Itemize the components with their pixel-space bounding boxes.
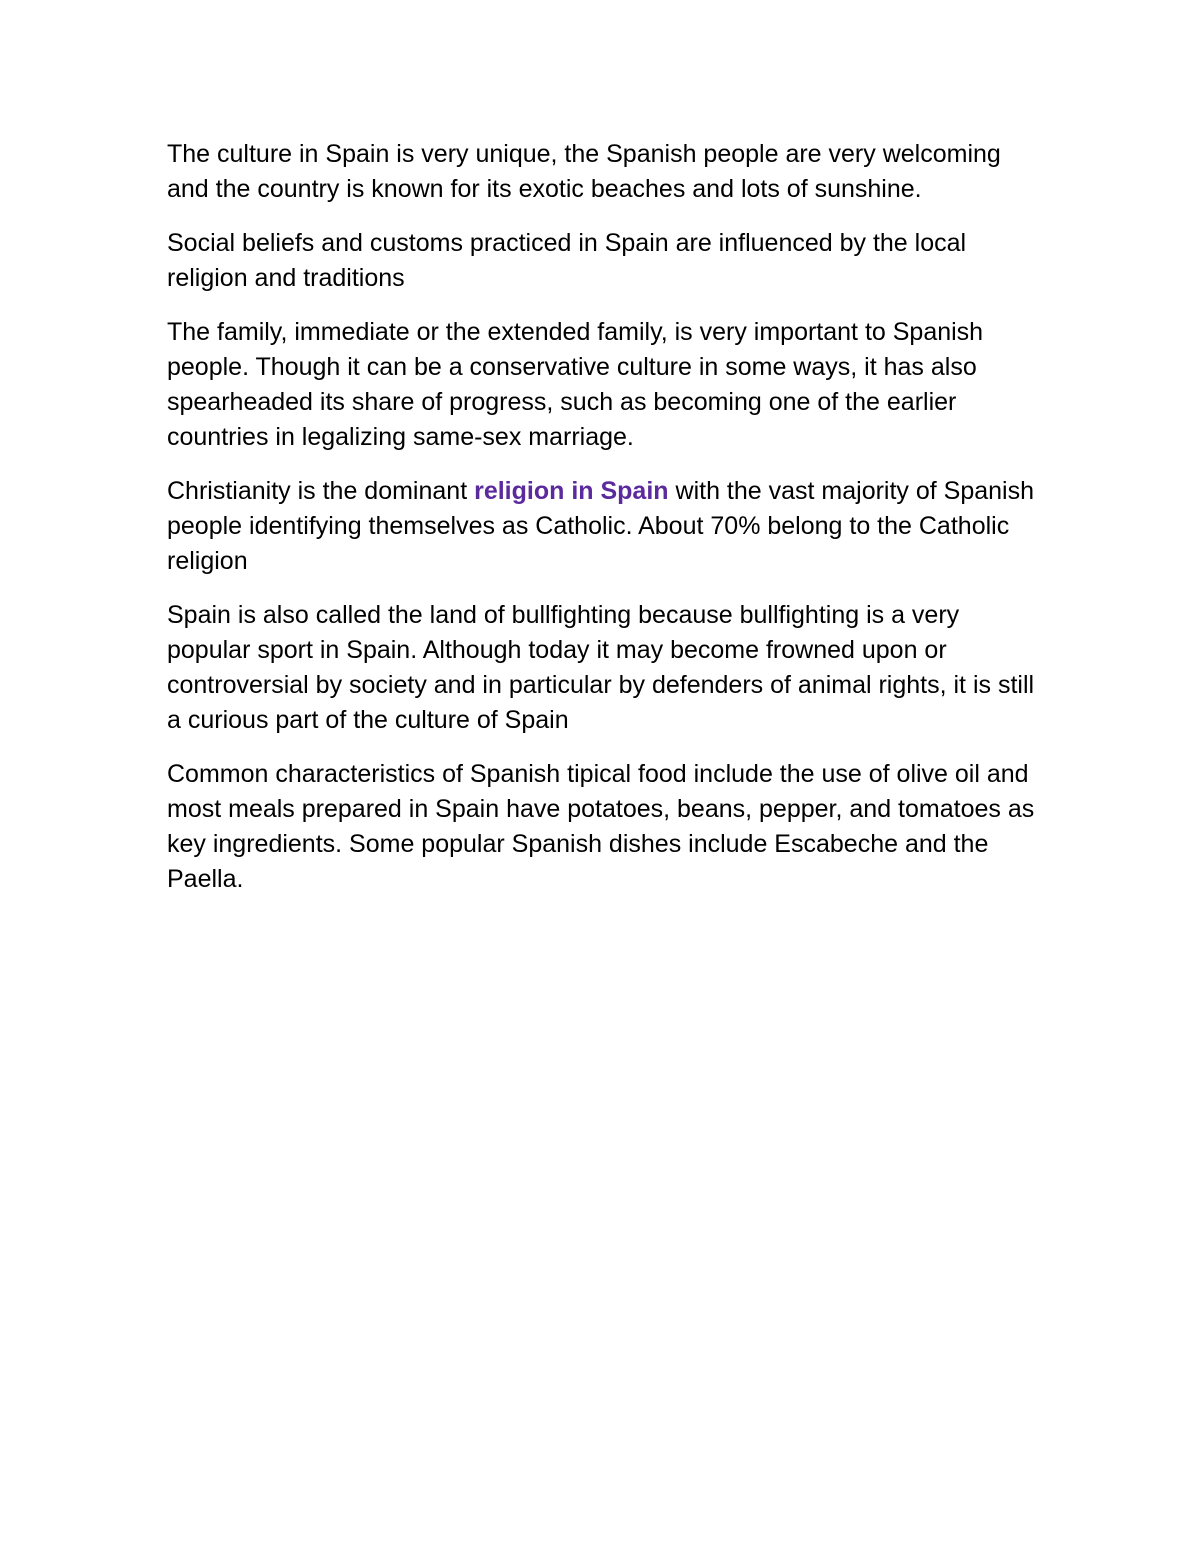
- document-body: [167, 137, 1037, 916]
- paragraph-religion-after: with the vast majority of Spanish people identifying themselves as Catholic. About 70% belong to the Catholic religion: [167, 477, 1035, 575]
- paragraph-religion-before: Christianity is the dominant: [167, 477, 475, 505]
- paragraph-bullfighting: Spain is also called the land of bullfighting because bullfighting is a very popular sport in Spain. Although today it may become frowned upon or controversial by society and in particular by defenders of animal rights, it is still a curious part of the culture of Spain: [167, 601, 1035, 734]
- paragraph-family: The family, immediate or the extended family, is very important to Spanish people. Though it can be a conservative culture in some ways, it has also spearheaded its share of progress, such as becoming one of the earlier countries in legalizing same-sex marriage.: [167, 318, 984, 451]
- paragraph-food: Common characteristics of Spanish tipical food include the use of olive oil and most meals prepared in Spain have potatoes, beans, pepper, and tomatoes as key ingredients. Some popular Spanish dishes include Escabeche and the Paella.: [167, 760, 1035, 893]
- paragraph-culture-intro: The culture in Spain is very unique, the Spanish people are very welcoming and the country is known for its exotic beaches and lots of sunshine.: [167, 140, 1001, 203]
- paragraph-religion: [167, 474, 1037, 579]
- religion-in-spain-link[interactable]: religion in Spain: [474, 477, 669, 505]
- paragraph-social-beliefs: Social beliefs and customs practiced in Spain are influenced by the local religion and traditions: [167, 229, 967, 292]
